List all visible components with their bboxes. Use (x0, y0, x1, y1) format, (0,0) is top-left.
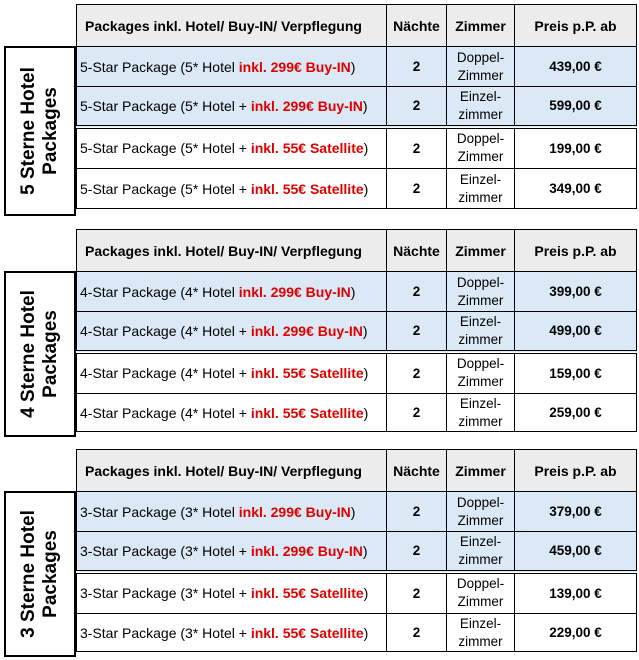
package-description: 4-Star Package (4* Hotel + inkl. 299€ Buy-IN) (77, 312, 387, 352)
room-type: Doppel- Zimmer (447, 352, 515, 394)
price-value: 229,00 € (515, 614, 637, 652)
price-value: 139,00 € (515, 572, 637, 614)
package-description: 3-Star Package (3* Hotel + inkl. 55€ Satellite) (77, 572, 387, 614)
header-price: Preis p.P. ab (515, 450, 637, 492)
header-room: Zimmer (447, 230, 515, 272)
package-table (76, 449, 637, 652)
header-price: Preis p.P. ab (515, 5, 637, 47)
header-price: Preis p.P. ab (515, 230, 637, 272)
price-value: 439,00 € (515, 47, 637, 87)
table-row (77, 532, 637, 572)
room-type: Doppel- Zimmer (447, 572, 515, 614)
table-row (77, 127, 637, 169)
section-side-text: 3 Sterne Hotel Packages (18, 510, 61, 638)
section-side-text: 5 Sterne Hotel Packages (18, 67, 61, 195)
package-table (76, 229, 637, 432)
table-header-row (77, 5, 637, 47)
price-value: 349,00 € (515, 169, 637, 209)
room-type: Doppel- Zimmer (447, 47, 515, 87)
table-row (77, 169, 637, 209)
package-description: 4-Star Package (4* Hotel inkl. 299€ Buy-IN) (77, 272, 387, 312)
price-value: 499,00 € (515, 312, 637, 352)
nights-value: 2 (387, 492, 447, 532)
table-row (77, 312, 637, 352)
table-row (77, 492, 637, 532)
room-type: Einzel- zimmer (447, 532, 515, 572)
package-table (76, 4, 637, 209)
section-side-label (4, 46, 76, 216)
price-value: 159,00 € (515, 352, 637, 394)
header-packages: Packages inkl. Hotel/ Buy-IN/ Verpflegung (77, 230, 387, 272)
package-section-3-star (4, 449, 636, 657)
nights-value: 2 (387, 312, 447, 352)
price-value: 259,00 € (515, 394, 637, 432)
nights-value: 2 (387, 352, 447, 394)
nights-value: 2 (387, 87, 447, 127)
package-description: 4-Star Package (4* Hotel + inkl. 55€ Satellite) (77, 352, 387, 394)
package-description: 3-Star Package (3* Hotel + inkl. 55€ Satellite) (77, 614, 387, 652)
package-section-5-star (4, 4, 636, 216)
nights-value: 2 (387, 272, 447, 312)
header-nights: Nächte (387, 230, 447, 272)
nights-value: 2 (387, 572, 447, 614)
package-description: 3-Star Package (3* Hotel inkl. 299€ Buy-IN) (77, 492, 387, 532)
nights-value: 2 (387, 394, 447, 432)
package-description: 5-Star Package (5* Hotel + inkl. 55€ Satellite) (77, 127, 387, 169)
room-type: Einzel- zimmer (447, 87, 515, 127)
nights-value: 2 (387, 532, 447, 572)
room-type: Einzel- zimmer (447, 312, 515, 352)
room-type: Doppel- Zimmer (447, 492, 515, 532)
table-row (77, 272, 637, 312)
price-value: 379,00 € (515, 492, 637, 532)
package-description: 5-Star Package (5* Hotel + inkl. 299€ Buy-IN) (77, 87, 387, 127)
package-description: 4-Star Package (4* Hotel + inkl. 55€ Satellite) (77, 394, 387, 432)
package-section-4-star (4, 229, 636, 437)
table-header-row (77, 230, 637, 272)
table-header-row (77, 450, 637, 492)
section-side-label (4, 491, 76, 657)
nights-value: 2 (387, 169, 447, 209)
room-type: Einzel- zimmer (447, 614, 515, 652)
header-room: Zimmer (447, 450, 515, 492)
header-nights: Nächte (387, 450, 447, 492)
nights-value: 2 (387, 614, 447, 652)
price-value: 399,00 € (515, 272, 637, 312)
table-row (77, 87, 637, 127)
table-row (77, 47, 637, 87)
price-value: 599,00 € (515, 87, 637, 127)
room-type: Doppel- Zimmer (447, 272, 515, 312)
package-description: 5-Star Package (5* Hotel + inkl. 55€ Satellite) (77, 169, 387, 209)
room-type: Doppel- Zimmer (447, 127, 515, 169)
header-room: Zimmer (447, 5, 515, 47)
room-type: Einzel- zimmer (447, 394, 515, 432)
price-value: 459,00 € (515, 532, 637, 572)
table-row (77, 352, 637, 394)
package-description: 3-Star Package (3* Hotel + inkl. 299€ Buy-IN) (77, 532, 387, 572)
room-type: Einzel- zimmer (447, 169, 515, 209)
nights-value: 2 (387, 47, 447, 87)
package-description: 5-Star Package (5* Hotel inkl. 299€ Buy-IN) (77, 47, 387, 87)
table-row (77, 394, 637, 432)
nights-value: 2 (387, 127, 447, 169)
section-side-text: 4 Sterne Hotel Packages (18, 290, 61, 418)
header-packages: Packages inkl. Hotel/ Buy-IN/ Verpflegung (77, 450, 387, 492)
header-packages: Packages inkl. Hotel/ Buy-IN/ Verpflegung (77, 5, 387, 47)
table-row (77, 614, 637, 652)
table-row (77, 572, 637, 614)
header-nights: Nächte (387, 5, 447, 47)
price-value: 199,00 € (515, 127, 637, 169)
section-side-label (4, 271, 76, 437)
